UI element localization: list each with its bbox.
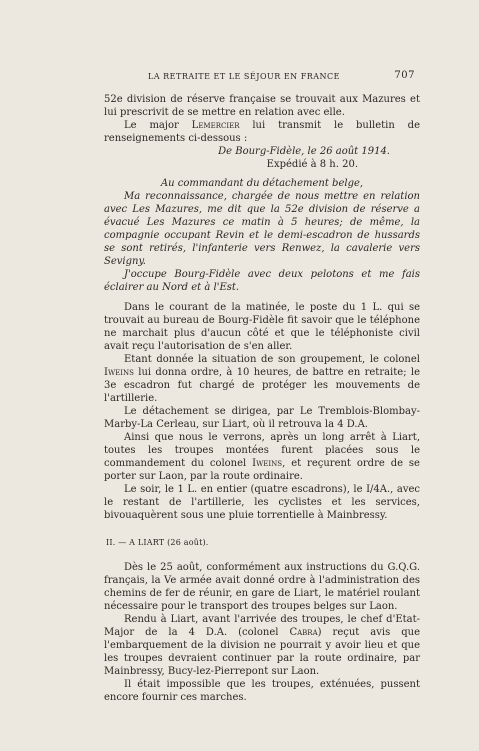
- message-body: J'occupe Bourg-Fidèle avec deux pelotons et me fais éclairer au Nord et à l'Est.: [104, 269, 420, 293]
- paragraph-text: lui transmit le bulletin de renseignements ci-dessous :: [104, 120, 421, 144]
- dispatch-time: Expédié à 8 h. 20.: [266, 159, 358, 170]
- paragraph-bulletin-intro: [104, 119, 420, 145]
- paragraph-continuation: 52e division de réserve française se trouvait aux Mazures et lui prescrivit de se mettre en relation avec elle.: [104, 94, 420, 118]
- paragraph: [104, 431, 420, 483]
- paragraph-text: Le major: [124, 120, 192, 131]
- paragraph: Dès le 25 août, conformément aux instructions du G.Q.G. français, la Ve armée avait donné ordre à l'administration des chemins de fer de réunir, en gare de Liart, le matériel roulant nécessaire pour le transport des troupes belges sur Laon.: [104, 562, 420, 612]
- section-heading: II. — A LIART (26 août).: [106, 538, 209, 547]
- paragraph: Il était impossible que les troupes, exténuées, pussent encore fournir ces marches.: [104, 679, 420, 703]
- message-address: Au commandant du détachement belge,: [160, 178, 364, 189]
- paragraph: Dans le courant de la matinée, le poste du 1 L. qui se trouvait au bureau de Bourg-Fidèle fit savoir que le téléphone ne marchait plus d'aucun côté et que le téléphoniste civil avait reçu l'autorisation de s'en aller.: [104, 302, 420, 352]
- person-name: Cabra: [289, 627, 318, 638]
- message-body: Ma reconnaissance, chargée de nous mettre en relation avec Les Mazures, me dit que la 52e division de réserve a évacué Les Mazures ce matin à 5 heures; de même, la compagnie occupant Revin et le demi-escadron de hussards se sont retirés, l'infanterie vers Renwez, la cavalerie vers Sevigny.: [104, 191, 420, 267]
- paragraph: Le soir, le 1 L. en entier (quatre escadrons), le I/4A., avec le restant de l'artillerie, les cyclistes et les services, bivouaquèrent sous une pluie torrentielle à Mainbressy.: [104, 484, 420, 521]
- paragraph: [104, 353, 420, 405]
- paragraph-text: Ainsi que nous le verrons, après un long arrêt à Liart, toutes les troupes montées furent placées sous le commandement du colonel: [104, 432, 420, 469]
- page-body: [104, 93, 420, 704]
- paragraph-text: ) reçut avis que l'embarquement de la division ne pourrait y avoir lieu et que les troupes devraient continuer par la route ordinaire, par Mainbressy, Bucy-lez-Pierrepont sur Laon.: [104, 627, 420, 677]
- paragraph-text: lui donna ordre, à 10 heures, de battre en retraite; le 3e escadron fut chargé de protéger les mouvements de l'artillerie.: [104, 367, 420, 404]
- paragraph-text: Rendu à Liart, avant l'arrivée des troupes, le chef d'Etat-Major de la 4 D.A. (colonel: [104, 614, 420, 638]
- paragraph-text: Etant donnée la situation de son groupement, le colonel: [124, 354, 420, 365]
- running-title: LA RETRAITE ET LE SÉJOUR EN FRANCE: [148, 72, 341, 81]
- page-number: 707: [394, 70, 415, 81]
- paragraph: Le détachement se dirigea, par Le Tremblois-Blombay-Marby-La Cerleau, sur Liart, où il retrouva la 4 D.A.: [104, 406, 420, 430]
- person-name: Lemercier: [191, 120, 240, 131]
- person-name: Iweins: [252, 458, 283, 469]
- dateline: De Bourg-Fidèle, le 26 août 1914.: [218, 146, 390, 157]
- person-name: Iweins: [104, 367, 134, 378]
- paragraph-text: , et reçurent ordre de se porter sur Laon, par la route ordinaire.: [104, 458, 420, 482]
- paragraph: [104, 613, 420, 678]
